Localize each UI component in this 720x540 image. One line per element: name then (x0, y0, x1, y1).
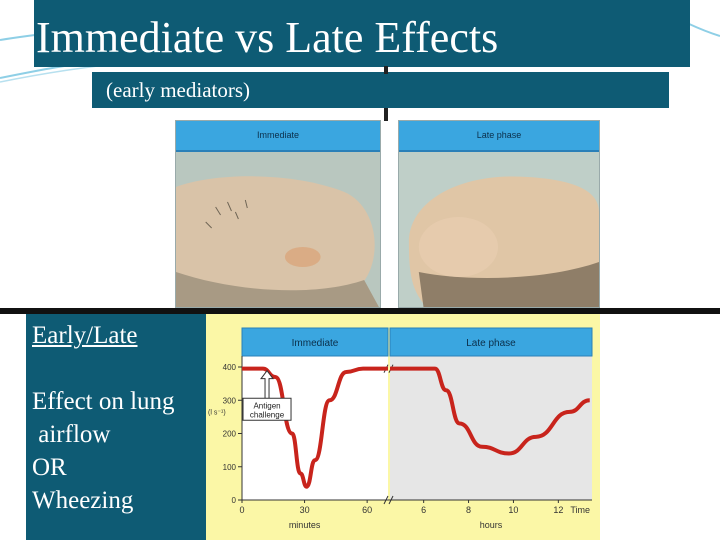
y-tick-label: 100 (222, 462, 236, 472)
center-tick-top (384, 66, 388, 74)
airflow-chart-svg (206, 314, 600, 540)
y-tick-label: 400 (222, 363, 236, 372)
x-tick-label: 12 (553, 505, 564, 515)
center-tick-bottom (384, 108, 388, 121)
antigen-label-line2: challenge (249, 410, 285, 420)
panel-label-immediate: Immediate (291, 338, 339, 349)
x-tick-label: 60 (362, 505, 373, 515)
x-tick-label: 0 (239, 505, 245, 515)
left-text-block (26, 314, 206, 540)
x-end-label: Time (570, 505, 590, 515)
left-heading: Early/Late (32, 322, 138, 349)
forearm-late-image (399, 152, 599, 308)
y-tick-label: 300 (222, 396, 236, 406)
antigen-label-line1: Antigen (253, 401, 281, 411)
x-tick-label: 10 (508, 505, 519, 515)
photo-late-phase (398, 120, 600, 308)
x-tick-label: 8 (466, 505, 472, 515)
photo-late-label: Late phase (399, 121, 599, 152)
airflow-chart (206, 314, 600, 540)
late-region (390, 356, 592, 500)
x-tick-label: 6 (421, 505, 427, 515)
x-unit-hours: hours (479, 520, 503, 530)
slide-title: Immediate vs Late Effects (34, 0, 690, 67)
y-axis-label: (l s⁻¹) (208, 409, 226, 417)
slide-subtitle: (early mediators) (92, 72, 669, 108)
photo-immediate (175, 120, 381, 308)
left-line-1: Effect on lung (32, 388, 175, 415)
panel-label-late: Late phase (466, 338, 516, 349)
forearm-immediate-image (176, 152, 380, 308)
left-line-4: Wheezing (32, 487, 134, 514)
y-tick-label: 0 (231, 496, 236, 505)
left-line-2: airflow (32, 421, 111, 448)
x-tick-label: 30 (299, 505, 310, 515)
photo-immediate-label: Immediate (176, 121, 380, 152)
left-line-3: OR (32, 454, 67, 481)
y-tick-label: 200 (222, 429, 236, 439)
x-unit-minutes: minutes (288, 520, 321, 530)
